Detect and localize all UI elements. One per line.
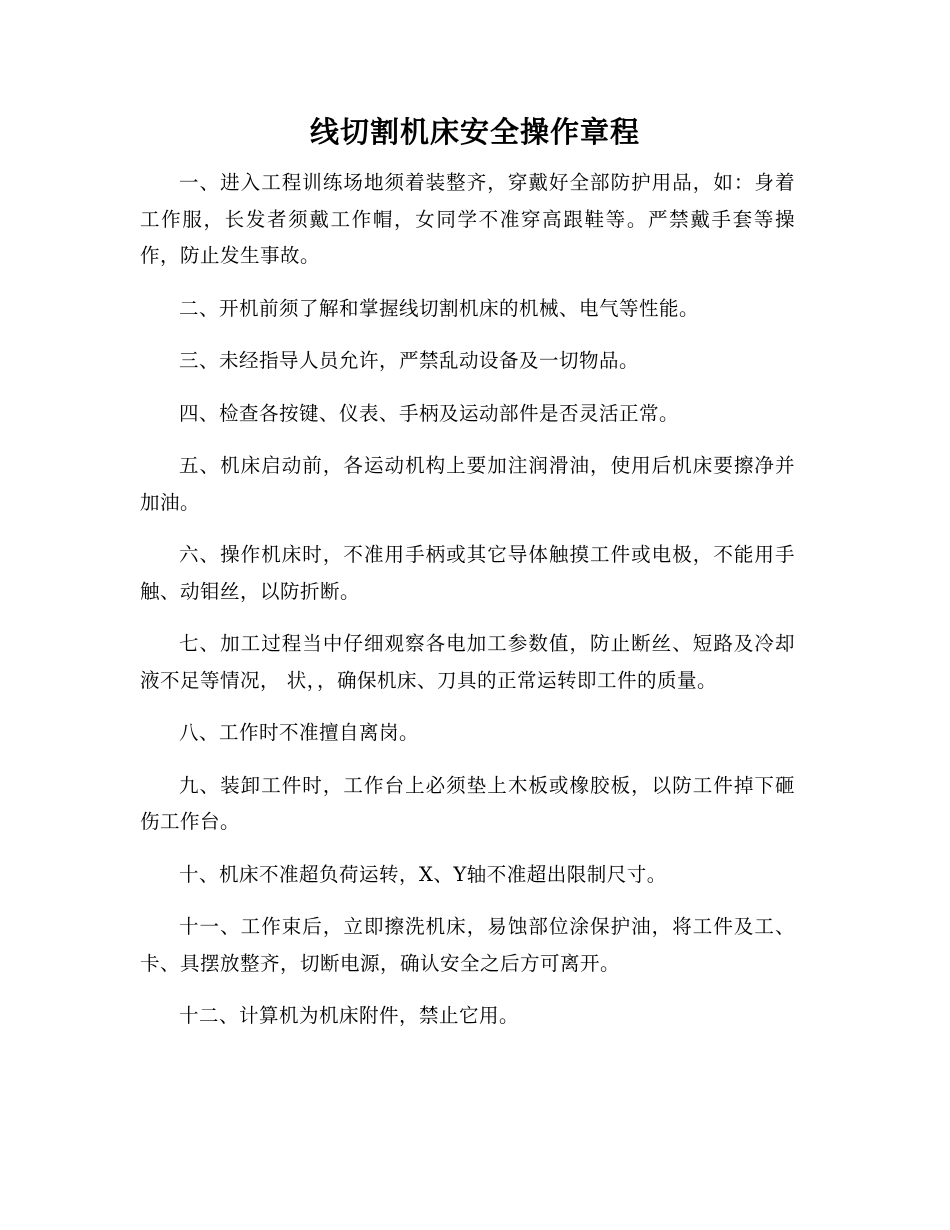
rule-paragraph-1: 一、进入工程训练场地须着装整齐，穿戴好全部防护用品，如：身着工作服，长发者须戴工作帽，女同学不准穿高跟鞋等。严禁戴手套等操作，防止发生事故。 bbox=[140, 171, 795, 267]
document-body bbox=[140, 165, 795, 1051]
rule-paragraph-3: 三、未经指导人员允许，严禁乱动设备及一切物品。 bbox=[179, 349, 640, 372]
rule-paragraph-8: 八、工作时不准擅自离岗。 bbox=[179, 721, 420, 744]
rule-paragraph-2: 二、开机前须了解和掌握线切割机床的机械、电气等性能。 bbox=[179, 296, 700, 320]
document-title: 线切割机床安全操作章程 bbox=[309, 115, 640, 149]
rule-paragraph-11: 十一、工作束后，立即擦洗机床，易蚀部位涂保护油，将工件及工、卡、具摆放整齐，切断电源，确认安全之后方可离开。 bbox=[140, 915, 795, 975]
rule-paragraph-7: 七、加工过程当中仔细观察各电加工参数值，防止断丝、短路及冷却液不足等情况， 状，，确保机床、刀具的正常运转即工件的质量。 bbox=[140, 632, 795, 692]
rule-paragraph-9: 九、装卸工件时，工作台上必须垫上木板或橡胶板，以防工件掉下砸伤工作台。 bbox=[140, 773, 795, 833]
rule-paragraph-5: 五、机床启动前，各运动机构上要加注润滑油，使用后机床要擦净并加油。 bbox=[140, 454, 795, 514]
rule-paragraph-10: 十、机床不准超负荷运转，X、Y轴不准超出限制尺寸。 bbox=[179, 862, 667, 886]
rule-paragraph-12: 十二、计算机为机床附件，禁止它用。 bbox=[179, 1004, 520, 1027]
rule-paragraph-4: 四、检查各按键、仪表、手柄及运动部件是否灵活正常。 bbox=[179, 401, 680, 425]
rule-paragraph-6: 六、操作机床时，不准用手柄或其它导体触摸工件或电极，不能用手触、动钼丝，以防折断。 bbox=[140, 543, 795, 603]
